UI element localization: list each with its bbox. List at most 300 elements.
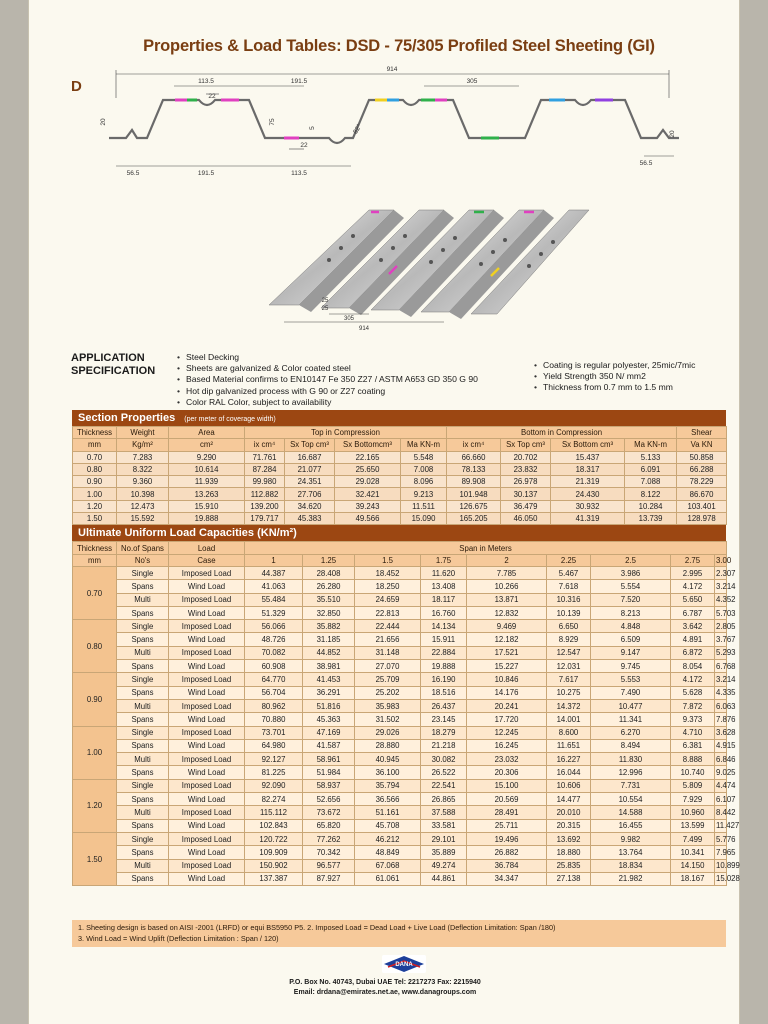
contact-address: P.O. Box No. 40743, Dubai UAE Tel: 2217273 Fax: 2215940 — [289, 979, 481, 986]
table-cell: 3.214 — [715, 580, 727, 593]
table-cell: 15.911 — [421, 633, 467, 646]
units-header-cell: 1.5 — [355, 554, 421, 566]
spec-item: • Steel Decking — [177, 352, 517, 363]
table-cell: 25.711 — [467, 819, 547, 832]
table-cell: 12.031 — [547, 660, 591, 673]
dim-191-5-top: 191.5 — [290, 78, 308, 85]
table-cell: 31.185 — [303, 633, 355, 646]
load-case-cell: Imposed Load — [169, 673, 245, 686]
dim-20-right: 20 — [669, 130, 676, 138]
table-cell: 7.929 — [671, 793, 715, 806]
logo-text: DANA — [395, 962, 413, 968]
load-capacities-body — [73, 566, 740, 885]
table-cell: 10.606 — [547, 779, 591, 792]
table-cell: 29.028 — [335, 476, 401, 488]
units-header-cell: Case — [169, 554, 245, 566]
table-cell: 6.787 — [671, 606, 715, 619]
table-cell: 10.275 — [547, 686, 591, 699]
units-header-cell: 2.75 — [671, 554, 715, 566]
load-case-cell: Wind Load — [169, 633, 245, 646]
table-cell: 45.363 — [303, 713, 355, 726]
table-cell: 29.026 — [355, 726, 421, 739]
units-header-cell: mm — [73, 439, 117, 451]
table-cell: 13.599 — [671, 819, 715, 832]
col-weight: Weight — [117, 427, 169, 439]
table-cell: 126.675 — [447, 500, 501, 512]
load-case-cell: Wind Load — [169, 872, 245, 885]
table-cell: 7.283 — [117, 451, 169, 463]
table-cell: 23.832 — [501, 463, 551, 475]
table-cell: 24.351 — [285, 476, 335, 488]
table-cell: 5.776 — [715, 832, 727, 845]
table-cell: 15.090 — [401, 513, 447, 525]
spans-cell: Spans — [117, 660, 169, 673]
table-cell: 16.227 — [547, 753, 591, 766]
table-cell: 13.692 — [547, 832, 591, 845]
units-header-cell: 2.5 — [591, 554, 671, 566]
dim-191-5-bottom: 191.5 — [197, 170, 215, 177]
table-cell: 33.581 — [421, 819, 467, 832]
table-cell: 29.101 — [421, 832, 467, 845]
units-header-cell: 2.25 — [547, 554, 591, 566]
spans-cell: Multi — [117, 593, 169, 606]
units-header-cell: 1.25 — [303, 554, 355, 566]
table-cell: 71.761 — [245, 451, 285, 463]
load-case-cell: Imposed Load — [169, 620, 245, 633]
table-cell: 41.063 — [245, 580, 303, 593]
table-cell: 78.229 — [677, 476, 727, 488]
table-cell: 4.915 — [715, 739, 727, 752]
table-cell: 35.794 — [355, 779, 421, 792]
table-cell: 9.147 — [591, 646, 671, 659]
table-row — [73, 463, 727, 475]
table-row — [73, 859, 727, 872]
footnote-line-1: 1. Sheeting design is based on AISI -2001 (LRFD) or equi BS5950 P5. 2. Imposed Load = Dead Load + Live Load (Deflection Limitation: Span /180) — [78, 923, 556, 932]
load-case-cell: Wind Load — [169, 580, 245, 593]
table-cell: 16.687 — [285, 451, 335, 463]
spec-item: • Coating is regular polyester, 25mic/7mic — [534, 360, 734, 371]
load-capacities-band — [72, 525, 726, 541]
dim-113-5-bottom: 113.5 — [291, 170, 307, 177]
spans-cell: Single — [117, 620, 169, 633]
load-case-cell: Wind Load — [169, 606, 245, 619]
table-cell: 18.834 — [591, 859, 671, 872]
table-cell: 58.961 — [303, 753, 355, 766]
page-title: Properties & Load Tables: DSD - 75/305 Profiled Steel Sheeting (GI) — [143, 37, 655, 55]
spans-cell: Spans — [117, 846, 169, 859]
spec-item: • Hot dip galvanized process with G 90 or Z27 coating — [177, 386, 517, 397]
table-row — [73, 699, 727, 712]
table-cell: 12.996 — [591, 766, 671, 779]
table-cell: 13.871 — [467, 593, 547, 606]
table-cell: 46.212 — [355, 832, 421, 845]
table-cell: 30.082 — [421, 753, 467, 766]
table-cell: 8.054 — [671, 660, 715, 673]
spans-cell: Spans — [117, 713, 169, 726]
spans-cell: Spans — [117, 819, 169, 832]
spans-cell: Spans — [117, 686, 169, 699]
dim-20-left: 20 — [100, 118, 107, 126]
table-cell: 50.858 — [677, 451, 727, 463]
load-capacities-units-row — [73, 554, 727, 566]
table-cell: 28.880 — [355, 739, 421, 752]
table-cell: 18.452 — [355, 566, 421, 579]
table-cell: 25.709 — [355, 673, 421, 686]
table-cell: 11.427 — [715, 819, 727, 832]
spec-list-left — [177, 352, 517, 408]
table-cell: 7.618 — [547, 580, 591, 593]
load-case-cell: Wind Load — [169, 793, 245, 806]
load-capacities-title: Ultimate Uniform Load Capacities (KN/m²) — [78, 527, 297, 540]
table-cell: 96.577 — [303, 859, 355, 872]
table-cell: 20.306 — [467, 766, 547, 779]
table-cell: 4.352 — [715, 593, 727, 606]
table-cell: 47.169 — [303, 726, 355, 739]
load-case-cell: Imposed Load — [169, 832, 245, 845]
table-cell: 112.882 — [245, 488, 285, 500]
load-case-cell: Wind Load — [169, 713, 245, 726]
footnote-line-2: 3. Wind Load = Wind Uplift (Deflection Limitation : Span / 120) — [78, 933, 279, 943]
table-cell: 4.848 — [591, 620, 671, 633]
tables-block — [72, 410, 740, 886]
table-cell: 58.937 — [303, 779, 355, 792]
table-cell: 12.245 — [467, 726, 547, 739]
table-cell: 23.032 — [467, 753, 547, 766]
table-cell: 18.167 — [671, 872, 715, 885]
load-case-cell: Imposed Load — [169, 646, 245, 659]
table-cell: 14.372 — [547, 699, 591, 712]
section-letter: D — [71, 78, 82, 95]
load-case-cell: Imposed Load — [169, 753, 245, 766]
spans-cell: Multi — [117, 806, 169, 819]
lt-col-spans: No.of Spans — [117, 542, 169, 554]
table-row — [73, 476, 727, 488]
col-area: Area — [169, 427, 245, 439]
spans-cell: Single — [117, 779, 169, 792]
table-cell: 13.263 — [169, 488, 245, 500]
load-case-cell: Imposed Load — [169, 566, 245, 579]
table-row — [73, 606, 727, 619]
table-cell: 3.986 — [591, 566, 671, 579]
table-row — [73, 819, 727, 832]
dim-75: 75 — [269, 118, 276, 126]
thickness-cell: 1.20 — [73, 500, 117, 512]
table-cell: 165.205 — [447, 513, 501, 525]
table-cell: 44.387 — [245, 566, 303, 579]
table-cell: 61.061 — [355, 872, 421, 885]
table-cell: 4.335 — [715, 686, 727, 699]
table-cell: 51.329 — [245, 606, 303, 619]
table-cell: 41.453 — [303, 673, 355, 686]
table-cell: 36.784 — [467, 859, 547, 872]
table-cell: 23.145 — [421, 713, 467, 726]
table-row — [73, 566, 727, 579]
table-cell: 15.028 — [715, 872, 727, 885]
load-case-cell: Imposed Load — [169, 593, 245, 606]
table-cell: 7.520 — [591, 593, 671, 606]
table-cell: 3.642 — [671, 620, 715, 633]
units-header-cell: 1.75 — [421, 554, 467, 566]
table-cell: 11.830 — [591, 753, 671, 766]
lt-col-span-meters: Span in Meters — [245, 542, 727, 554]
spans-cell: Spans — [117, 872, 169, 885]
load-case-cell: Imposed Load — [169, 859, 245, 872]
table-cell: 25.650 — [335, 463, 401, 475]
load-case-cell: Imposed Load — [169, 726, 245, 739]
table-cell: 70.082 — [245, 646, 303, 659]
table-cell: 5.809 — [671, 779, 715, 792]
table-cell: 49.566 — [335, 513, 401, 525]
table-cell: 8.494 — [591, 739, 671, 752]
table-cell: 39.243 — [335, 500, 401, 512]
table-cell: 70.342 — [303, 846, 355, 859]
table-cell: 9.360 — [117, 476, 169, 488]
table-row — [73, 793, 727, 806]
table-cell: 77.262 — [303, 832, 355, 845]
lt-col-load: Load — [169, 542, 245, 554]
dim-angle: 82° — [352, 123, 364, 136]
table-cell: 10.266 — [467, 580, 547, 593]
table-cell: 9.745 — [591, 660, 671, 673]
table-cell: 26.522 — [421, 766, 467, 779]
table-cell: 99.980 — [245, 476, 285, 488]
dana-logo — [382, 955, 426, 973]
table-row — [73, 488, 727, 500]
table-cell: 30.932 — [551, 500, 625, 512]
table-cell: 10.139 — [547, 606, 591, 619]
table-cell: 28.491 — [467, 806, 547, 819]
thickness-cell: 1.50 — [73, 832, 117, 885]
table-cell: 26.437 — [421, 699, 467, 712]
table-cell: 11.620 — [421, 566, 467, 579]
table-cell: 4.172 — [671, 580, 715, 593]
table-cell: 7.008 — [401, 463, 447, 475]
table-cell: 18.317 — [551, 463, 625, 475]
dim-914: 914 — [386, 66, 398, 73]
table-row — [73, 779, 727, 792]
table-cell: 2.307 — [715, 566, 727, 579]
table-cell: 21.656 — [355, 633, 421, 646]
table-cell: 9.025 — [715, 766, 727, 779]
table-cell: 115.112 — [245, 806, 303, 819]
table-cell: 10.554 — [591, 793, 671, 806]
table-cell: 7.785 — [467, 566, 547, 579]
load-case-cell: Wind Load — [169, 766, 245, 779]
table-cell: 25.835 — [547, 859, 591, 872]
table-cell: 6.063 — [715, 699, 727, 712]
table-cell: 87.284 — [245, 463, 285, 475]
table-cell: 44.861 — [421, 872, 467, 885]
table-cell: 34.620 — [285, 500, 335, 512]
table-cell: 7.088 — [625, 476, 677, 488]
thickness-cell: 0.90 — [73, 476, 117, 488]
table-row — [73, 580, 727, 593]
table-cell: 35.882 — [303, 620, 355, 633]
dim-22-bottom: 22 — [300, 142, 308, 149]
table-cell: 86.670 — [677, 488, 727, 500]
table-cell: 12.473 — [117, 500, 169, 512]
table-cell: 8.929 — [547, 633, 591, 646]
table-cell: 14.588 — [591, 806, 671, 819]
application-heading-2: SPECIFICATION — [71, 365, 156, 377]
spec-item: • Sheets are galvanized & Color coated steel — [177, 363, 517, 374]
table-row — [73, 620, 727, 633]
spans-cell: Single — [117, 832, 169, 845]
thickness-cell: 1.00 — [73, 488, 117, 500]
table-cell: 51.984 — [303, 766, 355, 779]
table-cell: 12.182 — [467, 633, 547, 646]
table-cell: 9.373 — [671, 713, 715, 726]
table-cell: 3.628 — [715, 726, 727, 739]
units-header-cell: 2 — [467, 554, 547, 566]
table-cell: 22.541 — [421, 779, 467, 792]
table-cell: 10.477 — [591, 699, 671, 712]
table-cell: 16.245 — [467, 739, 547, 752]
units-header-cell: Sx Top cm³ — [285, 439, 335, 451]
table-cell: 8.213 — [591, 606, 671, 619]
units-header-cell: Kg/m² — [117, 439, 169, 451]
table-cell: 13.408 — [421, 580, 467, 593]
units-header-cell: ix cm⁴ — [447, 439, 501, 451]
table-cell: 22.165 — [335, 451, 401, 463]
table-cell: 35.510 — [303, 593, 355, 606]
load-capacities-table — [72, 541, 740, 886]
table-cell: 14.001 — [547, 713, 591, 726]
table-cell: 5.553 — [591, 673, 671, 686]
table-cell: 18.516 — [421, 686, 467, 699]
table-row — [73, 832, 727, 845]
table-cell: 5.628 — [671, 686, 715, 699]
table-cell: 13.739 — [625, 513, 677, 525]
table-cell: 17.521 — [467, 646, 547, 659]
table-cell: 15.227 — [467, 660, 547, 673]
table-cell: 19.496 — [467, 832, 547, 845]
table-cell: 80.962 — [245, 699, 303, 712]
table-cell: 15.100 — [467, 779, 547, 792]
table-cell: 10.740 — [671, 766, 715, 779]
table-cell: 10.341 — [671, 846, 715, 859]
table-cell: 51.161 — [355, 806, 421, 819]
table-cell: 28.408 — [303, 566, 355, 579]
table-cell: 6.872 — [671, 646, 715, 659]
table-cell: 16.044 — [547, 766, 591, 779]
table-cell: 81.225 — [245, 766, 303, 779]
table-cell: 20.241 — [467, 699, 547, 712]
spans-cell: Spans — [117, 606, 169, 619]
table-cell: 9.469 — [467, 620, 547, 633]
table-cell: 7.490 — [591, 686, 671, 699]
dim-5: 5 — [309, 126, 316, 130]
table-cell: 7.872 — [671, 699, 715, 712]
thickness-cell: 1.20 — [73, 779, 117, 832]
table-cell: 101.948 — [447, 488, 501, 500]
table-cell: 14.150 — [671, 859, 715, 872]
load-case-cell: Imposed Load — [169, 699, 245, 712]
table-cell: 10.284 — [625, 500, 677, 512]
thickness-cell: 0.70 — [73, 566, 117, 619]
units-header-cell: 1 — [245, 554, 303, 566]
table-cell: 36.566 — [355, 793, 421, 806]
table-cell: 24.659 — [355, 593, 421, 606]
table-cell: 18.279 — [421, 726, 467, 739]
table-row — [73, 633, 727, 646]
table-cell: 5.293 — [715, 646, 727, 659]
profile-section-drawing — [29, 58, 741, 188]
table-cell: 11.511 — [401, 500, 447, 512]
spans-cell: Multi — [117, 646, 169, 659]
table-cell: 19.888 — [169, 513, 245, 525]
units-header-cell: Ma KN-m — [401, 439, 447, 451]
table-row — [73, 739, 727, 752]
table-cell: 11.939 — [169, 476, 245, 488]
table-cell: 56.704 — [245, 686, 303, 699]
table-row — [73, 713, 727, 726]
table-cell: 32.421 — [335, 488, 401, 500]
table-cell: 92.090 — [245, 779, 303, 792]
table-cell: 49.274 — [421, 859, 467, 872]
table-cell: 5.703 — [715, 606, 727, 619]
load-case-cell: Wind Load — [169, 739, 245, 752]
load-case-cell: Wind Load — [169, 846, 245, 859]
table-cell: 35.889 — [421, 846, 467, 859]
application-heading-1: APPLICATION — [71, 352, 145, 364]
units-header-cell: mm — [73, 554, 117, 566]
table-cell: 15.437 — [551, 451, 625, 463]
table-cell: 8.888 — [671, 753, 715, 766]
units-header-cell: Ma KN-m — [625, 439, 677, 451]
table-cell: 36.479 — [501, 500, 551, 512]
table-row — [73, 451, 727, 463]
table-cell: 20.702 — [501, 451, 551, 463]
table-cell: 65.820 — [303, 819, 355, 832]
table-row — [73, 513, 727, 525]
table-cell: 87.927 — [303, 872, 355, 885]
table-cell: 10.899 — [715, 859, 727, 872]
contact-email: Email: drdana@emirates.net.ae, www.danagroups.com — [293, 989, 477, 996]
table-cell: 24.430 — [551, 488, 625, 500]
table-cell: 27.706 — [285, 488, 335, 500]
table-cell: 92.127 — [245, 753, 303, 766]
table-row — [73, 753, 727, 766]
table-cell: 18.880 — [547, 846, 591, 859]
units-header-cell: 3.00 — [716, 555, 732, 565]
table-cell: 6.768 — [715, 660, 727, 673]
table-cell: 16.455 — [591, 819, 671, 832]
table-row — [73, 806, 727, 819]
table-cell: 82.274 — [245, 793, 303, 806]
spec-item: • Color RAL Color, subject to availability — [177, 397, 517, 408]
table-cell: 34.347 — [467, 872, 547, 885]
spans-cell: Spans — [117, 793, 169, 806]
spans-cell: Single — [117, 566, 169, 579]
table-cell: 14.477 — [547, 793, 591, 806]
section-properties-subtitle: (per meter of coverage width) — [184, 416, 276, 423]
table-cell: 20.315 — [547, 819, 591, 832]
table-cell: 10.960 — [671, 806, 715, 819]
table-cell: 21.218 — [421, 739, 467, 752]
table-cell: 2.995 — [671, 566, 715, 579]
table-cell: 6.381 — [671, 739, 715, 752]
spans-cell: Multi — [117, 859, 169, 872]
table-cell: 139.200 — [245, 500, 285, 512]
table-cell: 15.910 — [169, 500, 245, 512]
table-cell: 10.614 — [169, 463, 245, 475]
section-properties-band — [72, 410, 726, 426]
table-cell: 31.148 — [355, 646, 421, 659]
table-cell: 6.650 — [547, 620, 591, 633]
table-cell: 41.587 — [303, 739, 355, 752]
table-cell: 18.250 — [355, 580, 421, 593]
